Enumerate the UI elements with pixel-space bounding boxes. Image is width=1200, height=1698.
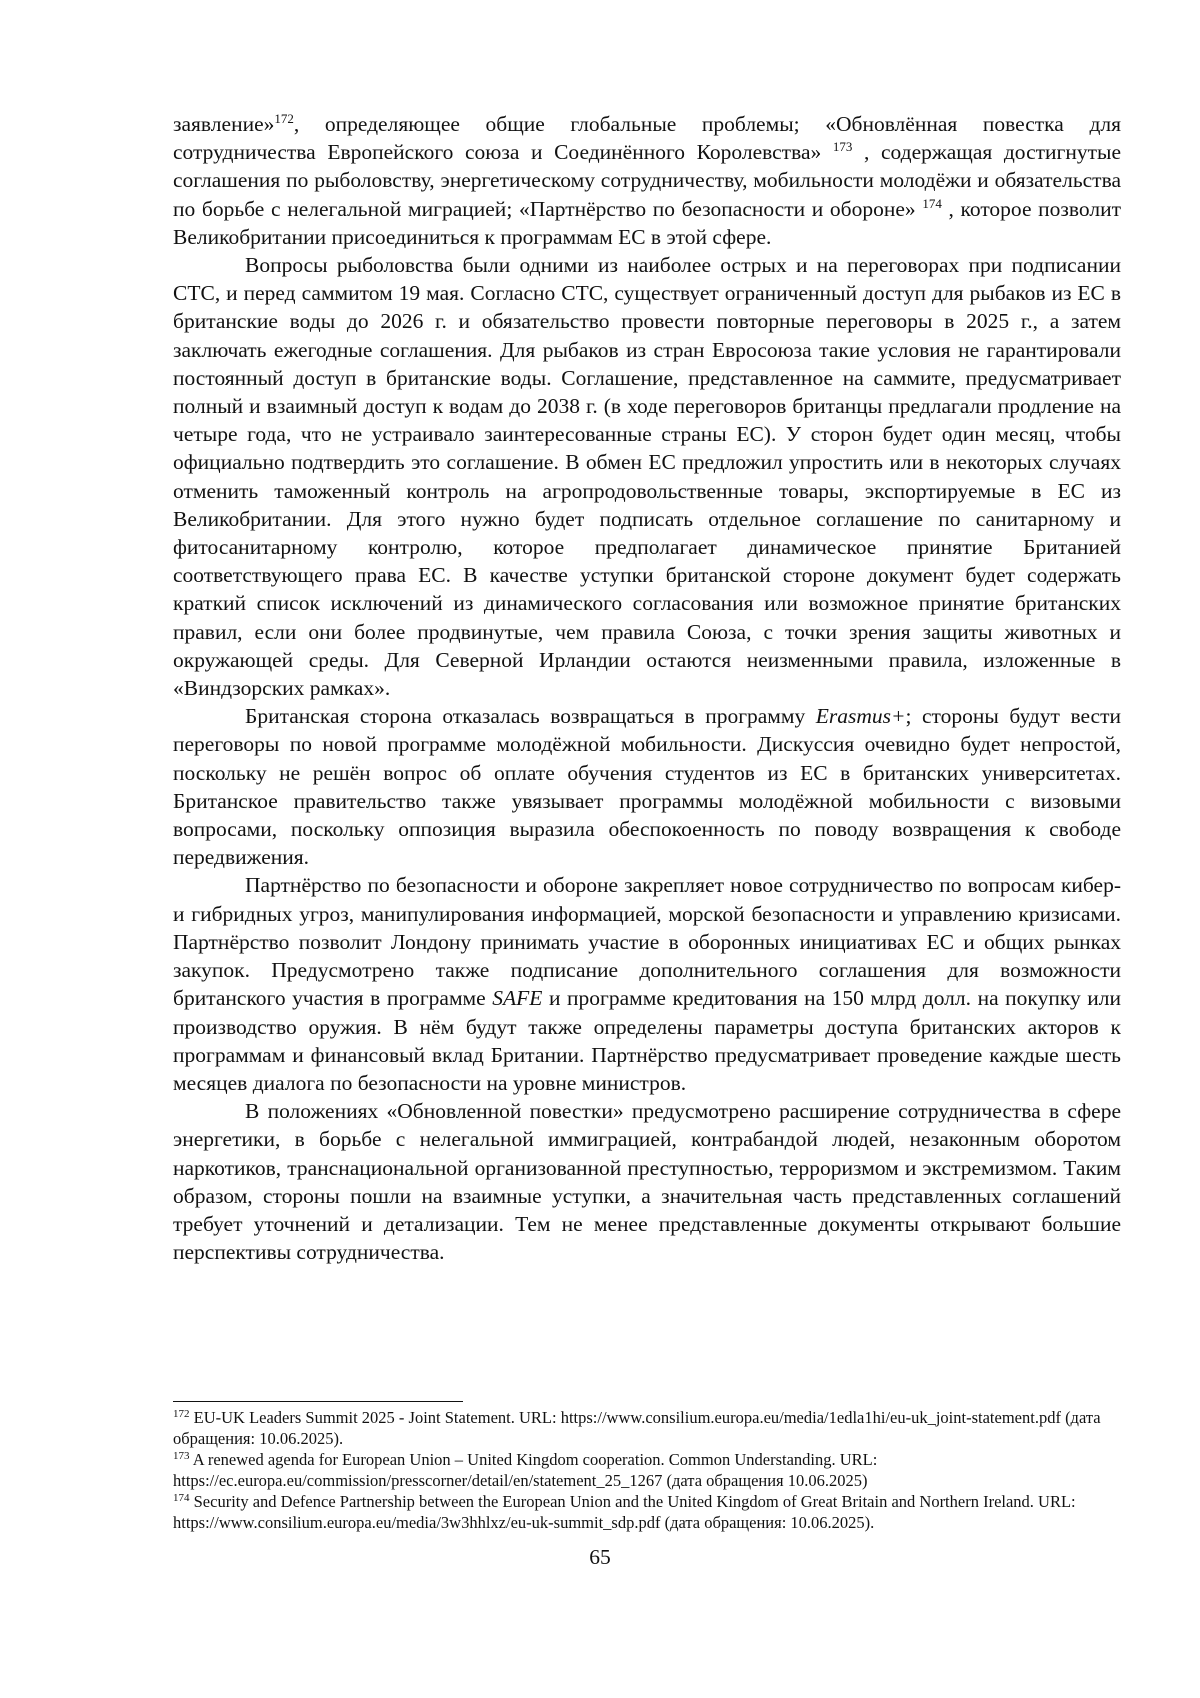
main-text <box>173 110 1121 1266</box>
erasmus-term: Erasmus+ <box>815 704 906 729</box>
safe-term: SAFE <box>492 986 543 1011</box>
paragraph-2: Вопросы рыболовства были одними из наиболее острых и на переговорах при подписании СТС, и перед саммитом 19 мая. Согласно СТС, существует ограниченный доступ для рыбаков из ЕС в британские воды до 2026 г. и обязательство провести повторные переговоры в 2025 г., а затем заключать ежегодные соглашения. Для рыбаков из стран Евросоюза такие условия не гарантировали постоянный доступ в британские воды. Соглашение, представленное на саммите, предусматривает полный и взаимный доступ к водам до 2038 г. (в ходе переговоров британцы предлагали продление на четыре года, что не устраивало заинтересованные страны ЕС). У сторон будет один месяц, чтобы официально подтвердить это соглашение. В обмен ЕС предложил упростить или в некоторых случаях отменить таможенный контроль на агропродовольственные товары, экспортируемые в ЕС из Великобритании. Для этого нужно будет подписать отдельное соглашение по санитарному и фитосанитарному контролю, которое предполагает динамическое принятие Британией соответствующего права ЕС. В качестве уступки британской стороне документ будет содержать краткий список исключений из динамического согласования или возможное принятие британских правил, если они более продвинутые, чем правила Союза, с точки зрения защиты животных и окружающей среды. Для Северной Ирландии остаются неизменными правила, изложенные в «Виндзорских рамках». <box>173 253 1121 701</box>
footnotes <box>173 1407 1121 1533</box>
page-number: 65 <box>589 1545 611 1569</box>
paragraph-3: Британская сторона отказалась возвращаться в программу Erasmus+; стороны будут вести переговоры по новой программе молодёжной мобильности. Дискуссия очевидно будет непростой, поскольку не решён вопрос об оплате обучения студентов из ЕС в британских университетах. Британское правительство также увязывает программы молодёжной мобильности с визовыми вопросами, поскольку оппозиция выразила обеспокоенность по поводу возвращения к свободе передвижения. <box>173 704 1121 870</box>
footnote-number: 174 <box>173 1492 190 1504</box>
footnote-divider <box>173 1401 463 1402</box>
footnote-ref-172[interactable]: 172 <box>274 111 294 126</box>
footnote-number: 172 <box>173 1408 190 1420</box>
footnote-174 <box>173 1491 1121 1533</box>
footnote-text: EU-UK Leaders Summit 2025 - Joint Statement. URL: https://www.consilium.europa.eu/media/1edla1hi/eu-uk_joint-statement.pdf (дата обращения: 10.06.2025). <box>173 1408 1101 1448</box>
paragraph-5: В положениях «Обновленной повестки» предусмотрено расширение сотрудничества в сфере энергетики, в борьбе с нелегальной иммиграцией, контрабандой людей, незаконным оборотом наркотиков, транснациональной организованной преступностью, терроризмом и экстремизмом. Таким образом, стороны пошли на взаимные уступки, а значительная часть представленных соглашений требует уточнений и детализации. Тем не менее представленные документы открывают большие перспективы сотрудничества. <box>173 1099 1121 1265</box>
footnote-ref-174[interactable]: 174 <box>922 195 942 211</box>
footnote-text: Security and Defence Partnership between the European Union and the United Kingdom of Great Britain and Northern Ireland. URL: https://www.consilium.europa.eu/media/3w3hhlxz/eu-uk-summit_sdp.pdf (дата обращения: 10.06.2025). <box>173 1492 1076 1532</box>
footnote-173 <box>173 1449 1121 1491</box>
paragraph-4: Партнёрство по безопасности и обороне закрепляет новое сотрудничество по вопросам кибер- и гибридных угроз, манипулирования информацией, морской безопасности и управлению кризисами. Партнёрство позволит Лондону принимать участие в оборонных инициативах ЕС и общих рынках закупок. Предусмотрено также подписание дополнительного соглашения для возможности британского участия в программе SAFE и программе кредитования на 150 млрд долл. на покупку или производство оружия. В нём будут также определены параметры доступа британских акторов к программам и финансовый вклад Британии. Партнёрство предусматривает проведение каждые шесть месяцев диалога по безопасности на уровне министров. <box>173 873 1122 1095</box>
footnote-172 <box>173 1407 1121 1449</box>
footnote-ref-173[interactable]: 173 <box>832 139 853 155</box>
footnote-text: A renewed agenda for European Union – United Kingdom cooperation. Common Understanding. URL: https://ec.europa.eu/commission/presscorner/detail/en/statement_25_1267 (дата обращения 10.06.2025) <box>173 1450 878 1490</box>
paragraph-1: заявление»$^{172}$, определяющее общие глобальные проблемы; «Обновлённая повестка для сотрудничества Европейского союза и Соединённого Королевства» $^{173}$ , содержащая достигнутые соглашения по рыболовству, энергетическому сотрудничеству, мобильности молодёжи и обязательства по борьбе с нелегальной миграцией; «Партнёрство по безопасности и обороне» $^{174}$ , которое позволит Великобритании присоединиться к программам ЕС в этой сфере. <box>173 111 1121 249</box>
footnote-number: 173 <box>173 1450 190 1462</box>
